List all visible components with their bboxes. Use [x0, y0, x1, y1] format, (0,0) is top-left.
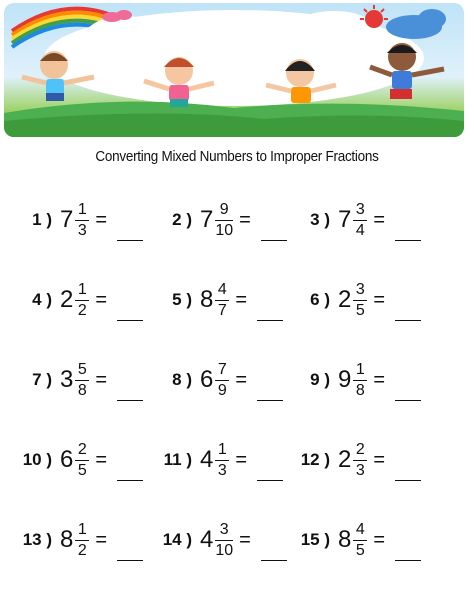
- whole-number: 3: [60, 366, 74, 393]
- fraction-bar: [75, 300, 89, 301]
- problem-row: [20, 265, 460, 345]
- fraction: [215, 201, 233, 240]
- problem-item: [160, 505, 287, 575]
- numerator: 7: [217, 360, 227, 378]
- problem-number: 11 ): [163, 450, 192, 469]
- numerator: 3: [355, 280, 365, 298]
- denominator: 8: [77, 381, 87, 399]
- equals-sign: =: [239, 528, 251, 551]
- problem-number: 9 ): [310, 370, 330, 389]
- fraction-bar: [353, 540, 367, 541]
- denominator: 3: [77, 221, 87, 239]
- equals-sign: =: [235, 448, 248, 471]
- fraction-bar: [215, 300, 229, 301]
- problem-number: 12 ): [300, 450, 330, 469]
- whole-number: 8: [200, 286, 214, 313]
- problem-number: 2 ): [172, 210, 192, 229]
- whole-number: 7: [60, 206, 74, 233]
- problem-item: [298, 425, 421, 495]
- numerator: 9: [219, 200, 229, 218]
- numerator: 4: [217, 280, 227, 298]
- answer-blank[interactable]: [395, 382, 421, 401]
- equals-sign: =: [95, 528, 108, 551]
- fraction: [215, 281, 229, 320]
- answer-blank[interactable]: [395, 462, 421, 481]
- page-title: Converting Mixed Numbers to Improper Fractions: [95, 148, 379, 165]
- answer-blank[interactable]: [261, 542, 287, 561]
- equals-sign: =: [95, 288, 108, 311]
- problem-item: [160, 185, 287, 255]
- numerator: 3: [219, 520, 229, 538]
- whole-number: 6: [200, 366, 214, 393]
- numerator: 1: [77, 520, 87, 538]
- answer-blank[interactable]: [117, 302, 143, 321]
- equals-sign: =: [95, 208, 108, 231]
- answer-blank[interactable]: [257, 302, 283, 321]
- fraction-bar: [215, 460, 229, 461]
- whole-number: 8: [60, 526, 74, 553]
- answer-blank[interactable]: [261, 222, 287, 241]
- answer-blank[interactable]: [257, 462, 283, 481]
- answer-blank[interactable]: [117, 382, 143, 401]
- whole-number: 2: [60, 286, 74, 313]
- whole-number: 7: [338, 206, 352, 233]
- equals-sign: =: [239, 208, 251, 231]
- fraction-bar: [75, 380, 89, 381]
- fraction-bar: [353, 220, 367, 221]
- fraction: [75, 441, 89, 480]
- whole-number: 6: [60, 446, 74, 473]
- fraction: [353, 361, 367, 400]
- denominator: 7: [217, 301, 227, 319]
- denominator: 10: [215, 541, 234, 559]
- equals-sign: =: [95, 448, 108, 471]
- fraction-bar: [353, 380, 367, 381]
- denominator: 8: [355, 381, 365, 399]
- equals-sign: =: [373, 288, 386, 311]
- fraction-bar: [353, 300, 367, 301]
- denominator: 4: [355, 221, 365, 239]
- problem-item: [298, 185, 421, 255]
- answer-blank[interactable]: [117, 462, 143, 481]
- problem-number: 7 ): [32, 370, 52, 389]
- fraction: [353, 441, 367, 480]
- answer-blank[interactable]: [395, 542, 421, 561]
- answer-blank[interactable]: [117, 542, 143, 561]
- whole-number: 2: [338, 446, 352, 473]
- problem-item: [20, 185, 143, 255]
- fraction-bar: [75, 460, 89, 461]
- fraction: [75, 281, 89, 320]
- fraction-bar: [75, 220, 89, 221]
- problem-item: [298, 265, 421, 335]
- fraction: [75, 201, 89, 240]
- fraction: [75, 521, 89, 560]
- denominator: 3: [217, 461, 227, 479]
- fraction: [353, 521, 367, 560]
- problem-item: [298, 505, 421, 575]
- fraction: [353, 201, 367, 240]
- denominator: 2: [77, 541, 87, 559]
- problem-item: [160, 425, 283, 495]
- numerator: 1: [355, 360, 365, 378]
- whole-number: 4: [200, 526, 214, 553]
- whole-number: 8: [338, 526, 352, 553]
- whole-number: 4: [200, 446, 214, 473]
- whole-number: 7: [200, 206, 214, 233]
- numerator: 3: [355, 200, 365, 218]
- problem-row: [20, 425, 460, 505]
- problem-item: [298, 345, 421, 415]
- numerator: 2: [355, 440, 365, 458]
- equals-sign: =: [373, 368, 386, 391]
- problem-number: 8 ): [172, 370, 192, 389]
- problem-item: [20, 505, 143, 575]
- problem-row: [20, 185, 460, 265]
- problem-number: 15 ): [300, 530, 330, 549]
- problem-item: [20, 265, 143, 335]
- denominator: 10: [215, 221, 234, 239]
- problem-item: [20, 425, 143, 495]
- problem-grid: [20, 185, 460, 585]
- fraction-bar: [215, 380, 229, 381]
- problem-number: 14 ): [162, 530, 192, 549]
- problem-number: 6 ): [310, 290, 330, 309]
- fraction-bar: [353, 460, 367, 461]
- denominator: 9: [217, 381, 227, 399]
- answer-blank[interactable]: [117, 222, 143, 241]
- whole-number: 2: [338, 286, 352, 313]
- problem-row: [20, 505, 460, 585]
- fraction-bar: [215, 220, 233, 221]
- numerator: 1: [77, 280, 87, 298]
- numerator: 1: [77, 200, 87, 218]
- problem-number: 13 ): [22, 530, 52, 549]
- denominator: 5: [77, 461, 87, 479]
- fraction: [353, 281, 367, 320]
- denominator: 5: [355, 301, 365, 319]
- answer-blank[interactable]: [395, 302, 421, 321]
- fraction: [215, 441, 229, 480]
- fraction: [215, 361, 229, 400]
- equals-sign: =: [235, 288, 248, 311]
- problem-number: 10 ): [22, 450, 52, 469]
- problem-number: 4 ): [32, 290, 52, 309]
- fraction: [75, 361, 89, 400]
- problem-number: 1 ): [32, 210, 52, 229]
- problem-number: 3 ): [310, 210, 330, 229]
- numerator: 5: [77, 360, 87, 378]
- equals-sign: =: [235, 368, 248, 391]
- whole-number: 9: [338, 366, 352, 393]
- problem-number: 5 ): [172, 290, 192, 309]
- numerator: 2: [77, 440, 87, 458]
- fraction-bar: [75, 540, 89, 541]
- problem-item: [20, 345, 143, 415]
- header-illustration: [4, 3, 464, 137]
- equals-sign: =: [373, 448, 386, 471]
- numerator: 4: [355, 520, 365, 538]
- problem-row: [20, 345, 460, 425]
- equals-sign: =: [373, 208, 386, 231]
- equals-sign: =: [95, 368, 108, 391]
- denominator: 3: [355, 461, 365, 479]
- problem-item: [160, 345, 283, 415]
- denominator: 2: [77, 301, 87, 319]
- fraction-bar: [215, 540, 233, 541]
- fraction: [215, 521, 233, 560]
- answer-blank[interactable]: [257, 382, 283, 401]
- problem-item: [160, 265, 283, 335]
- numerator: 1: [217, 440, 227, 458]
- blue-cloud-icon: [386, 9, 446, 39]
- denominator: 5: [355, 541, 365, 559]
- answer-blank[interactable]: [395, 222, 421, 241]
- equals-sign: =: [373, 528, 386, 551]
